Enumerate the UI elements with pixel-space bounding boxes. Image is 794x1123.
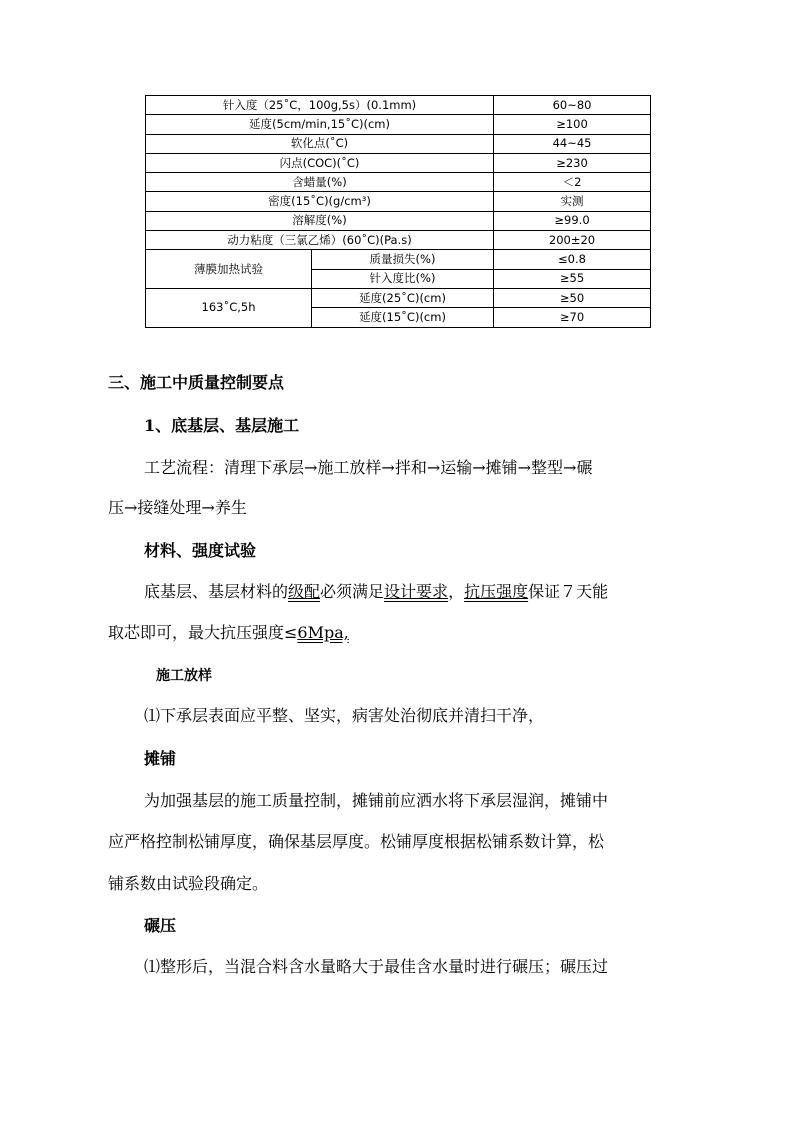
layout-paragraph: ⑴下承层表面应平整、坚实，病害处治彻底并清扫干净，: [144, 706, 545, 725]
spec-value: ≥55: [494, 269, 651, 288]
underlined-term: 设计要求: [384, 582, 449, 601]
spec-label: 延度(5cm/min,15˚C)(cm): [146, 115, 494, 134]
spec-value: 200±20: [494, 231, 651, 250]
rolling-heading: 碾压: [144, 916, 177, 935]
table-row: [146, 153, 651, 172]
section-heading: 三、施工中质量控制要点: [108, 373, 285, 392]
table-row: [146, 134, 651, 153]
group-label: 163˚C,5h: [146, 288, 312, 327]
table-row: [146, 115, 651, 134]
table-row: [146, 231, 651, 250]
underlined-term: 抗压强度: [464, 582, 529, 601]
table-row: [146, 96, 651, 115]
materials-paragraph-line-2: [108, 623, 688, 643]
spec-value: ≥100: [494, 115, 651, 134]
table-row: [146, 211, 651, 230]
spec-label: 闪点(COC)(˚C): [146, 153, 494, 172]
table-row: [146, 288, 651, 307]
rolling-paragraph-line-1: ⑴整形后，当混合料含水量略大于最佳含水量时进行碾压；碾压过: [144, 957, 609, 976]
text-run: 必须满足: [320, 582, 385, 601]
table-row: [146, 250, 651, 269]
paving-paragraph-line-3: 铺系数由试验段确定。: [108, 874, 269, 893]
paving-paragraph-line-2: 应严格控制松铺厚度，确保基层厚度。松铺厚度根据松铺系数计算，松: [108, 832, 605, 851]
text-run: 取芯即可，最大抗压强度≤: [108, 623, 298, 642]
spec-label: 针入度比(%): [312, 269, 494, 288]
spec-label: 密度(15˚C)(g/cm³): [146, 192, 494, 211]
spec-value: ≥99.0: [494, 211, 651, 230]
paving-paragraph-line-1: 为加强基层的施工质量控制，摊铺前应洒水将下承层湿润，摊铺中: [144, 791, 609, 810]
text-run: ，: [448, 582, 465, 601]
spec-label: 溶解度(%): [146, 211, 494, 230]
spec-label: 动力粘度（三氯乙烯）(60˚C)(Pa.s): [146, 231, 494, 250]
spec-label: 针入度（25˚C，100g,5s）(0.1mm): [146, 96, 494, 115]
asphalt-spec-table: [145, 95, 651, 328]
spec-value: 实测: [494, 192, 651, 211]
materials-heading: 材料、强度试验: [144, 541, 257, 560]
spec-value: ≥50: [494, 288, 651, 307]
materials-paragraph-line-1: [144, 582, 724, 602]
spec-label: 质量损失(%): [312, 250, 494, 269]
spec-label: 含蜡量(%): [146, 173, 494, 192]
underlined-term: 6Mpa,: [297, 623, 349, 642]
spec-value: ≥230: [494, 153, 651, 172]
table-row: [146, 173, 651, 192]
group-label: 薄膜加热试验: [146, 250, 312, 289]
paving-heading: 摊铺: [144, 749, 177, 768]
underlined-term: 级配: [288, 582, 321, 601]
spec-value: ＜2: [494, 173, 651, 192]
text-run: 保证７天能: [528, 582, 609, 601]
spec-value: ≤0.8: [494, 250, 651, 269]
layout-heading: 施工放样: [156, 668, 212, 684]
spec-value: 60~80: [494, 96, 651, 115]
spec-value: 44~45: [494, 134, 651, 153]
spec-label: 延度(15˚C)(cm): [312, 308, 494, 327]
spec-value: ≥70: [494, 308, 651, 327]
process-flow-line-1: 工艺流程：清理下承层→施工放样→拌和→运输→摊铺→整型→碾: [144, 458, 593, 477]
subsection-heading: 1、底基层、基层施工: [144, 416, 300, 435]
table-row: [146, 192, 651, 211]
spec-label: 软化点(˚C): [146, 134, 494, 153]
spec-label: 延度(25˚C)(cm): [312, 288, 494, 307]
text-run: 底基层、基层材料的: [144, 582, 289, 601]
process-flow-line-2: 压→接缝处理→养生: [108, 498, 247, 517]
